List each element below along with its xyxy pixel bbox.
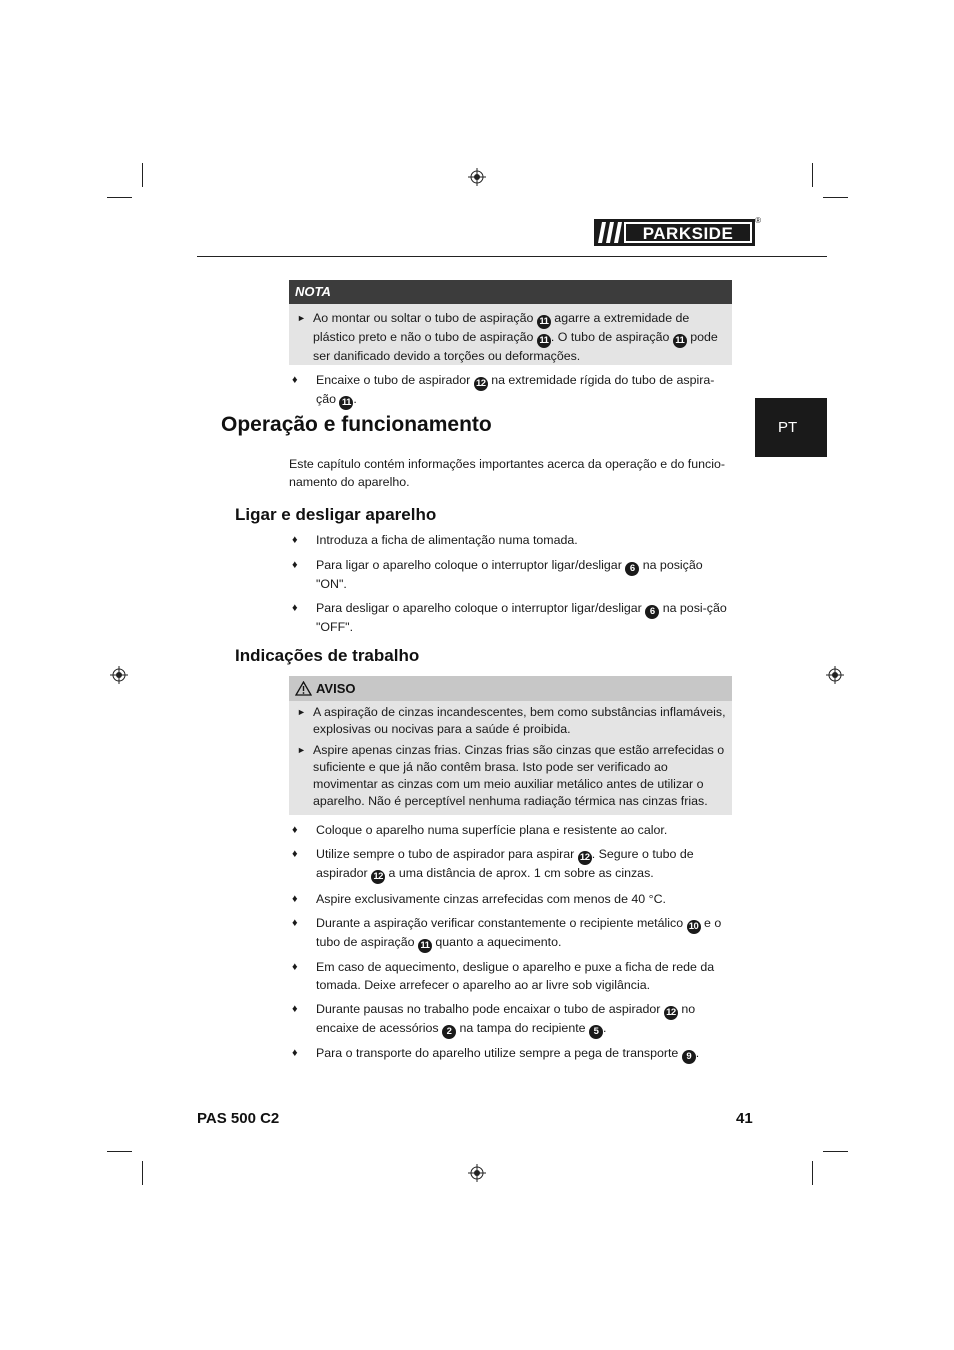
- warning-item: ► A aspiração de cinzas incandescentes, bem como substâncias inflamáveis, explosivas ou nocivas para a saúde é proibida.: [297, 705, 726, 736]
- list-item: ♦ Em caso de aquecimento, desligue o aparelho e puxe a ficha de rede da tomada. Deixe arrefecer o aparelho ao ar livre sob vigilância.: [292, 960, 715, 992]
- note-box: [289, 280, 732, 365]
- diamond-bullet-icon: ♦: [292, 848, 298, 860]
- section-intro: Este capítulo contém informações importantes acerca da operação e do funcio-namento do aparelho.: [289, 457, 725, 489]
- list-item: ♦ Introduza a ficha de alimentação numa tomada.: [289, 532, 729, 550]
- switch-steps-list: [289, 532, 729, 637]
- part-number-badge: 6: [625, 562, 639, 576]
- note-title: NOTA: [289, 280, 732, 304]
- part-number-badge: 11: [537, 334, 551, 348]
- warning-triangle-icon: [295, 681, 312, 696]
- arrow-bullet-icon: ►: [297, 707, 306, 717]
- part-number-badge: 11: [537, 315, 551, 329]
- list-item: ♦ Para o transporte do aparelho utilize sempre a pega de transporte 9 .: [292, 1046, 700, 1062]
- warning-header: [289, 676, 732, 701]
- list-item: ♦ Durante a aspiração verificar constantemente o recipiente metálico 10 e o tubo de aspiração 11 quanto a aquecimento.: [292, 915, 722, 951]
- diamond-bullet-icon: ♦: [292, 558, 298, 571]
- diamond-bullet-icon: ♦: [292, 824, 298, 836]
- part-number-badge: 2: [442, 1025, 456, 1039]
- list-item: ♦ Coloque o aparelho numa superfície plana e resistente ao calor.: [289, 822, 729, 840]
- subsection-title: Ligar e desligar aparelho: [235, 505, 437, 524]
- section-title: Operação e funcionamento: [221, 413, 492, 436]
- footer-model: PAS 500 C2: [197, 1110, 280, 1127]
- part-number-badge: 12: [474, 377, 488, 391]
- warning-box: [289, 676, 732, 815]
- registration-mark-icon: [468, 168, 486, 186]
- diamond-bullet-icon: ♦: [292, 602, 298, 614]
- brand-slashes-icon: [598, 222, 622, 243]
- warning-title: AVISO: [316, 681, 356, 696]
- part-number-badge: 11: [673, 334, 687, 348]
- list-item: ♦ Para ligar o aparelho coloque o interruptor ligar/desligar 6 na posição "ON".: [292, 557, 703, 591]
- warning-item: ► Aspire apenas cinzas frias. Cinzas frias são cinzas que estão arrefecidas o suficiente e que já não contêm brasa. Isto pode ser verificado ao movimentar as cinzas com um meio auxiliar metálico antes de utilizar o aparelho. Não é perceptível nenhuma radiação térmica nas cinzas frias.: [297, 743, 725, 808]
- note-item: ► Ao montar ou soltar o tubo de aspiração 11 agarre a extremidade de plástico preto e não o tubo de aspiração 11 . O tubo de aspiração 11 pode ser danificado devido a torções ou deformações.: [297, 311, 718, 363]
- part-number-badge: 9: [682, 1050, 696, 1064]
- part-number-badge: 11: [339, 396, 353, 410]
- header-rule: [197, 256, 827, 257]
- language-tab: PT: [755, 398, 827, 457]
- part-number-badge: 5: [589, 1025, 603, 1039]
- diamond-bullet-icon: ♦: [292, 374, 298, 386]
- part-number-badge: 6: [645, 605, 659, 619]
- diamond-bullet-icon: ♦: [292, 916, 298, 929]
- crop-mark: [812, 1161, 813, 1185]
- diamond-bullet-icon: ♦: [292, 1047, 298, 1059]
- crop-mark: [142, 1161, 143, 1185]
- crop-mark: [812, 163, 813, 187]
- crop-mark: [823, 197, 848, 198]
- registration-mark-icon: [826, 666, 844, 684]
- brand-logo-text: PARKSIDE: [626, 224, 750, 241]
- brand-logo: [594, 216, 761, 246]
- crop-mark: [107, 1151, 132, 1152]
- crop-mark: [107, 197, 132, 198]
- subsection-title: Indicações de trabalho: [235, 646, 420, 665]
- registration-mark-icon: [468, 1164, 486, 1182]
- part-number-badge: 12: [371, 870, 385, 884]
- part-number-badge: 11: [418, 939, 432, 953]
- page-number: 41: [736, 1110, 753, 1127]
- intro-step-list: [289, 372, 729, 410]
- registration-mark-icon: [110, 666, 128, 684]
- part-number-badge: 10: [687, 920, 701, 934]
- part-number-badge: 12: [664, 1006, 678, 1020]
- list-item: ♦ Aspire exclusivamente cinzas arrefecidas com menos de 40 °C.: [289, 891, 729, 909]
- arrow-bullet-icon: ►: [297, 313, 306, 323]
- diamond-bullet-icon: ♦: [292, 961, 298, 973]
- crop-mark: [823, 1151, 848, 1152]
- diamond-bullet-icon: ♦: [292, 892, 298, 905]
- part-number-badge: 12: [578, 851, 592, 865]
- list-item: ♦ Utilize sempre o tubo de aspirador para aspirar 12 . Segure o tubo de aspirador 12 a uma distância de aprox. 1 cm sobre as cinzas.: [292, 847, 694, 882]
- list-item: ♦ Para desligar o aparelho coloque o interruptor ligar/desligar 6 na posi-ção "OFF".: [292, 601, 727, 634]
- diamond-bullet-icon: ♦: [292, 1002, 298, 1015]
- registered-mark: ®: [755, 216, 761, 225]
- arrow-bullet-icon: ►: [297, 745, 306, 755]
- list-item: ♦ Encaixe o tubo de aspirador 12 na extremidade rígida do tubo de aspira-ção 11 .: [292, 373, 715, 408]
- crop-mark: [142, 163, 143, 187]
- list-item: ♦ Durante pausas no trabalho pode encaixar o tubo de aspirador 12 no encaixe de acessórios 2 na tampa do recipiente 5 .: [292, 1001, 696, 1037]
- diamond-bullet-icon: ♦: [292, 534, 298, 546]
- work-steps-list: [289, 822, 729, 1064]
